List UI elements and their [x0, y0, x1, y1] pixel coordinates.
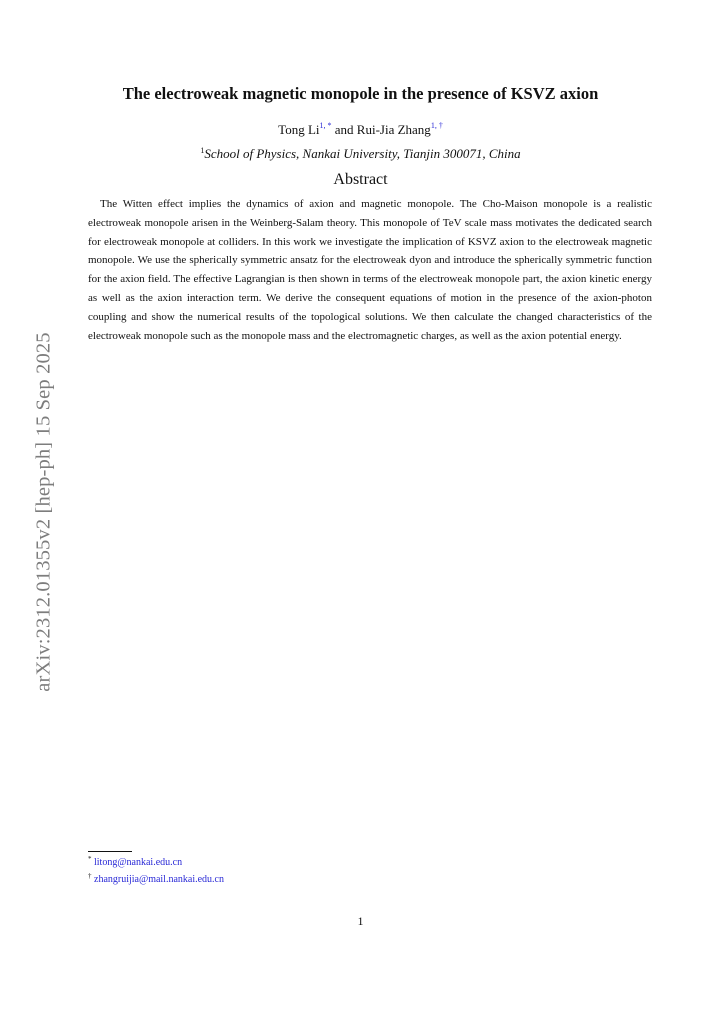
footnote-rule	[88, 851, 132, 852]
footnote-2	[88, 873, 224, 886]
footnote-1	[88, 856, 182, 869]
footnote-1-email-link[interactable]: litong@nankai.edu.cn	[94, 857, 183, 868]
page-number: 1	[357, 914, 364, 928]
footnote-2-mark: †	[88, 872, 92, 880]
footnote-1-mark: *	[88, 855, 92, 863]
author-name-1: Tong Li	[278, 122, 320, 137]
affiliation-mark: 1	[200, 146, 205, 155]
footnote-2-email-link[interactable]: zhangruijia@mail.nankai.edu.cn	[94, 874, 224, 885]
paper-title: The electroweak magnetic monopole in the presence of KSVZ axion	[122, 84, 599, 103]
abstract-heading: Abstract	[333, 171, 388, 188]
affiliation-text: School of Physics, Nankai University, Tianjin 300071, China	[204, 146, 521, 161]
abstract-body: The Witten effect implies the dynamics of axion and magnetic monopole. The Cho-Maison monopole is a realistic electroweak monopole arisen in the Weinberg-Salam theory. This monopole of TeV scale mass motivates the dedicated search for electroweak monopole at colliders. In this work we investigate the implication of KSVZ axion to the electroweak magnetic monopole. We use the spherically symmetric ansatz for the electroweak dyon and introduce the spherically symmetric function for the axion field. The effective Lagrangian is then shown in terms of the electroweak monopole part, the axion kinetic energy as well as the axion interaction term. We derive the consequent equations of motion in the presence of the axion-photon coupling and show the numerical results of the topological solutions. We then calculate the changed characteristics of the electroweak monopole such as the monopole mass and the electromagnetic charges, as well as the axion potential energy.	[88, 198, 652, 342]
author-name-2: Rui-Jia Zhang	[356, 122, 431, 137]
affiliation	[0, 146, 721, 162]
author-1-marks[interactable]: 1, *	[319, 121, 332, 130]
author-2-marks[interactable]: 1, †	[430, 121, 443, 130]
author-connector: and	[334, 122, 354, 137]
arxiv-identifier: arXiv:2312.01355v2 [hep-ph] 15 Sep 2025	[32, 332, 55, 692]
author-line	[0, 122, 721, 138]
